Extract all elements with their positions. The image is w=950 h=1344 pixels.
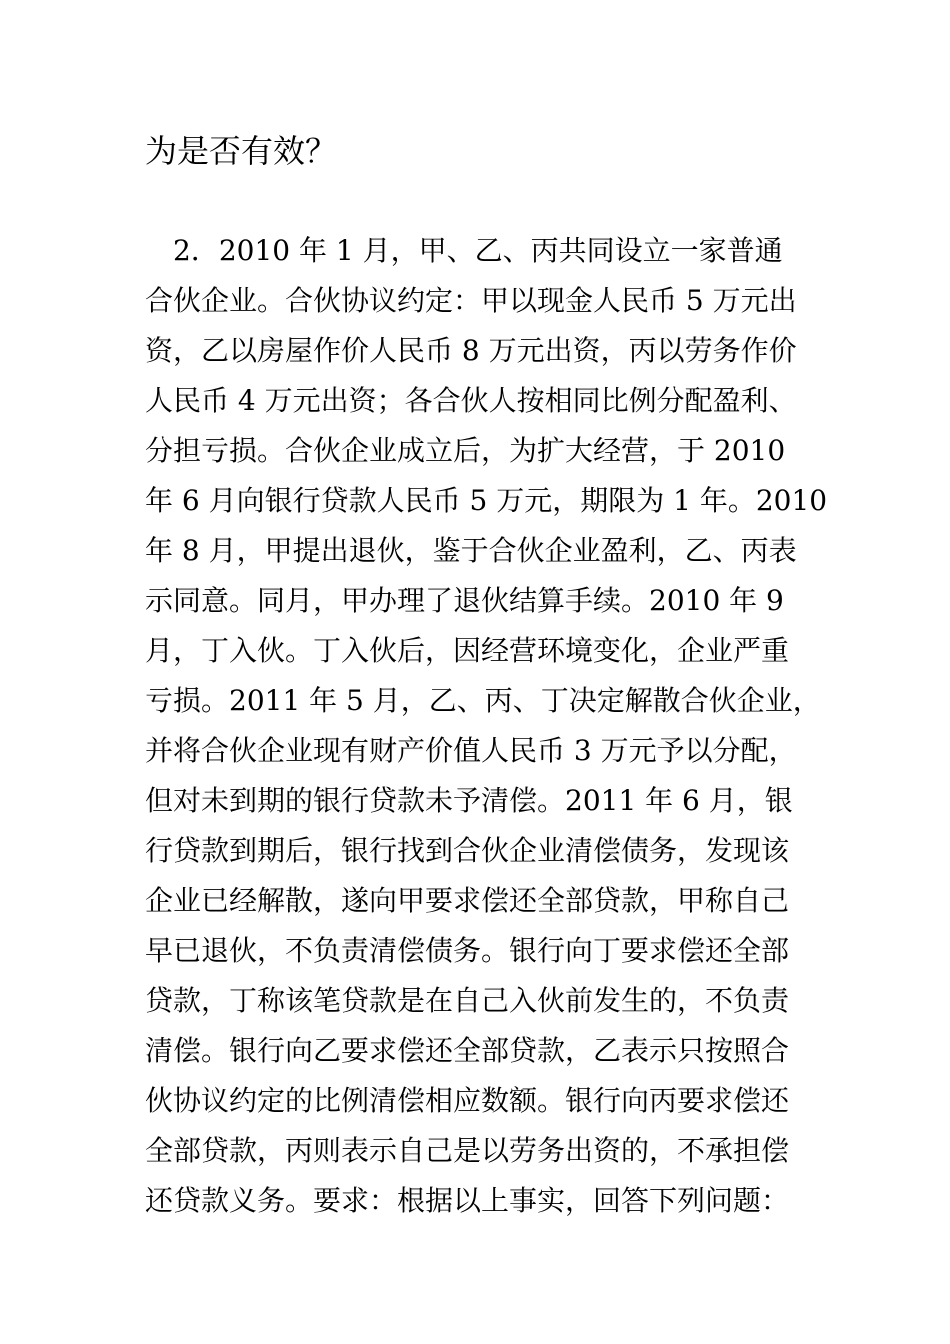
- paragraph-line: 示同意。同月，甲办理了退伙结算手续。2010 年 9: [145, 584, 784, 617]
- paragraph-line: 月，丁入伙。丁入伙后，因经营环境变化，企业严重: [145, 634, 790, 667]
- paragraph-line: 但对未到期的银行贷款未予清偿。2011 年 6 月，银: [145, 784, 793, 817]
- paragraph-line: 资，乙以房屋作价人民币 8 万元出资，丙以劳务作价: [145, 334, 797, 367]
- paragraph-line: 分担亏损。合伙企业成立后，为扩大经营，于 2010: [145, 434, 786, 467]
- paragraph-line: 并将合伙企业现有财产价值人民币 3 万元予以分配，: [145, 734, 797, 767]
- paragraph-line: 人民币 4 万元出资；各合伙人按相同比例分配盈利、: [145, 384, 797, 417]
- paragraph-line: 早已退伙，不负责清偿债务。银行向丁要求偿还全部: [145, 934, 790, 967]
- paragraph-line: 年 6 月向银行贷款人民币 5 万元，期限为 1 年。2010: [145, 484, 828, 517]
- paragraph-line: 伙协议约定的比例清偿相应数额。银行向丙要求偿还: [145, 1084, 790, 1117]
- heading-fragment: 为是否有效？: [145, 132, 338, 170]
- paragraph-line: 企业已经解散，遂向甲要求偿还全部贷款，甲称自己: [145, 884, 790, 917]
- paragraph-line: 亏损。2011 年 5 月，乙、丙、丁决定解散合伙企业，: [145, 684, 821, 717]
- paragraph-line: 全部贷款，丙则表示自己是以劳务出资的，不承担偿: [145, 1134, 790, 1167]
- paragraph-line: 行贷款到期后，银行找到合伙企业清偿债务，发现该: [145, 834, 790, 867]
- paragraph-line: 2．2010 年 1 月，甲、乙、丙共同设立一家普通: [145, 234, 783, 267]
- paragraph-line: 还贷款义务。要求：根据以上事实，回答下列问题：: [145, 1184, 790, 1217]
- paragraph-line: 贷款，丁称该笔贷款是在自己入伙前发生的，不负责: [145, 984, 790, 1017]
- paragraph-line: 年 8 月，甲提出退伙，鉴于合伙企业盈利，乙、丙表: [145, 534, 797, 567]
- paragraph-line: 清偿。银行向乙要求偿还全部贷款，乙表示只按照合: [145, 1034, 790, 1067]
- paragraph-line: 合伙企业。合伙协议约定：甲以现金人民币 5 万元出: [145, 284, 797, 317]
